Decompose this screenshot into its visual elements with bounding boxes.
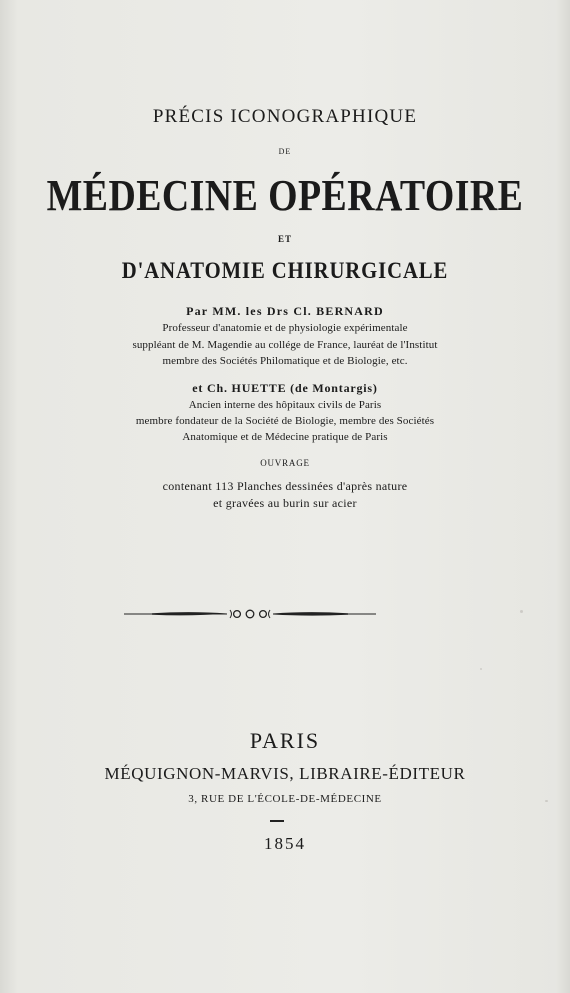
paper-speck [545,800,548,802]
paper-speck [480,668,482,670]
imprint-city: PARIS [249,728,321,753]
author-bernard-desc-2: suppléant de M. Magendie au collége de France, lauréat de l'Institut [132,339,438,351]
connector-de: DE [278,147,292,156]
ornament-rule-icon [122,606,378,622]
author-bernard-desc-3: membre des Sociétés Philomatique et de Biologie, etc. [162,355,408,367]
imprint-year: 1854 [264,834,306,853]
contents-line-1: contenant 113 Planches dessinées d'après nature [162,479,408,493]
author-huette-desc-1: Ancien interne des hôpitaux civils de Paris [188,399,382,411]
author-huette: et Ch. HUETTE (de Montargis) [192,381,378,395]
title-line-1: PRÉCIS ICONOGRAPHIQUE [152,106,418,127]
title-line-3: D'ANATOMIE CHIRURGICALE [121,258,449,283]
connector-et: ET [277,234,292,244]
author-bernard: Par MM. les Drs Cl. BERNARD [186,304,384,318]
author-huette-desc-3: Anatomique et de Médecine pratique de Paris [182,431,388,443]
author-huette-desc-2: membre fondateur de la Société de Biologie, membre des Sociétés [135,415,435,427]
main-title: MÉDECINE OPÉRATOIRE [46,171,524,220]
imprint-address: 3, RUE DE L'ÉCOLE-DE-MÉDECINE [188,793,382,805]
imprint-publisher: MÉQUIGNON-MARVIS, LIBRAIRE-ÉDITEUR [104,764,466,783]
imprint-divider [270,820,284,822]
contents-line-2: et gravées au burin sur acier [213,496,357,510]
paper-speck [520,610,523,613]
author-bernard-desc-1: Professeur d'anatomie et de physiologie expérimentale [162,322,408,334]
ouvrage-label: OUVRAGE [260,458,310,468]
